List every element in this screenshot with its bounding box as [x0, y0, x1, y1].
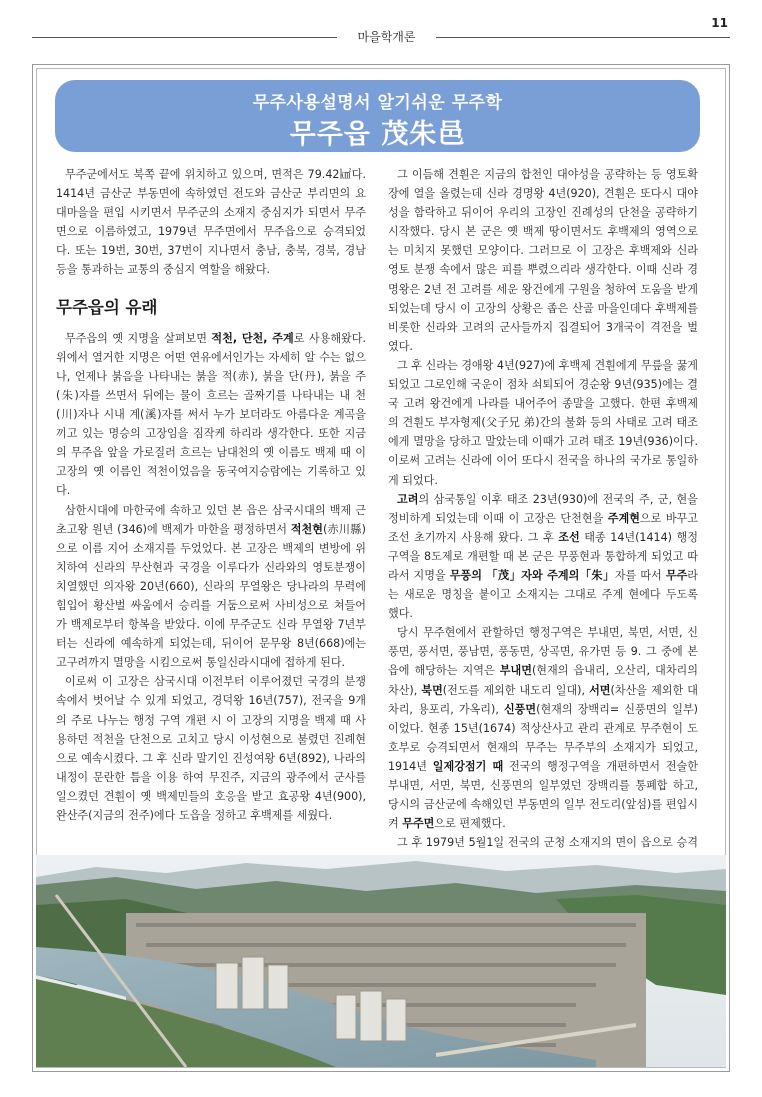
text-run: (현재의 장백리= 신풍면의 일부)이었다. 현종 15년(1674) 적상산사고 관리 관계로 무주현이 도호부로 승격되면서 현재의 무주는 무주부의 소재지가 되었고, 1914년: [388, 702, 698, 773]
text-run: 라는 새로운 명칭을 붙이고 소재지는 그대로 주계 현에다 두도록 했다.: [388, 568, 699, 621]
bold-term: 북면: [421, 683, 443, 697]
text-run: 그 후 1979년 5월1일 전국의 군청 소재지의 면이 읍으로 승격: [397, 836, 698, 850]
left-column: [56, 165, 366, 825]
bold-term: 조선: [558, 530, 580, 544]
bold-term: 일제강점기 때: [432, 759, 504, 773]
bold-term: 무주: [665, 568, 688, 582]
bold-term: 무주면: [402, 817, 435, 831]
paragraph-unified-silla: 이로써 이 고장은 삼국시대 이전부터 이루어졌던 국경의 분쟁 속에서 벗어날 수 있게 되었고, 경덕왕 16년(757), 전국을 9개의 주로 나누는 행정 구역 개편 시 이 고장의 지명을 백제 때 사용하던 적천을 단천으로 고치고 당시 이성현으로 불렸던 진례현으로 예속시켰다. 그 후 신라 말기인 진성여왕 6년(892), 나라의 내정이 문란한 틈을 이용 하여 무진주, 지금의 광주에서 군사를 일으켰던 견훤이 옛 백제민들의 호응을 받고 효공왕 4년(900), 완산주(지금의 전주)에다 도읍을 정하고 후백제를 세웠다.: [56, 675, 366, 822]
bold-term: 무풍의 「茂」자와 주계의「朱」: [449, 568, 615, 582]
right-column: [388, 165, 698, 871]
text-run: 자를 따서: [614, 568, 666, 582]
text-run: (전도를 제외한 내도리 일대),: [442, 683, 590, 697]
header-rule-left: [32, 37, 337, 38]
text-run: 로 사용해왔다. 위에서 열거한 지명은 어떤 연유에서인가는 자세히 알 수는 없으나, 언제나 붉음을 나타내는 붉을 적(赤), 붉을 단(丹), 붉을 주(朱)자를 쓰면서 뒤에는 물이 흐르는 골짜기를 나타내는 내 천(川)자나 시내 계(溪)자를 써서 누가 보더라도 아름다운 계곡을 끼고 있는 명승의 고장임을 짐작케 하리라 생각한다. 또한 지금의 무주읍 앞을 가로질러 흐르는 남대천의 옛 이름도 백제 때 이 고장의 옛 이름인 적천이었음을 동국여지승람에는 기록하고 있다.: [56, 331, 366, 498]
paragraph-admin-districts: [388, 623, 698, 833]
text-run: 전국의 행정구역을 개편하면서 전술한 부내면, 서면, 북면, 신풍면의 일부였던 장백리를 통폐합 하고, 당시의 금산군에 속해있던 부동면의 일부 전도리(앞섬)를 편입시켜: [388, 759, 698, 831]
paragraph-origin-names: [56, 329, 366, 501]
paragraph-gyeonhwon: 그 이듬해 견훤은 지금의 합천인 대야성을 공략하는 등 영토확장에 열을 올렸는데 신라 경명왕 4년(920), 견훤은 또다시 대야성을 함락하고 뒤이어 우리의 고장인 진례성의 단천을 공략하기 시작했다. 당시 본 군은 옛 백제 땅이면서도 후백제의 영역으로는 미치지 못했던 모양이다. 그러므로 이 고장은 후백제와 신라 영토 분쟁 속에서 많은 피를 뿌렸으리라 생각한다. 이때 신라 경명왕은 2년 전 고려를 세운 왕건에게 구원을 청하여 도움을 받게 되었는데 당시 이 고장의 상황은 좁은 산골 마을인데다 후백제를 비롯한 신라와 고려의 군사들까지 집결되어 3개국이 격전을 벌였다.: [388, 168, 698, 353]
text-run: 무주읍의 옛 지명을 살펴보면: [65, 331, 212, 345]
paragraph-three-kingdoms: [56, 501, 366, 673]
text-run: (현재의 읍내리, 오산리, 대차리의 차산),: [388, 664, 698, 697]
text-run: 당시 무주현에서 관할하던 행정구역은 부내면, 북면, 서면, 신풍면, 풍서면, 풍남면, 풍동면, 상곡면, 유가면 등 9. 그 중에 본 읍에 해당하는 지역은: [388, 626, 698, 678]
article-banner: [55, 80, 700, 152]
text-run: 으로 바꾸고 조선 초기까지 사용해 왔다. 그 후: [388, 511, 698, 544]
bold-term: 신풍면: [503, 702, 537, 716]
text-run: (차산을 제외한 대차리, 용포리, 가옥리),: [388, 683, 698, 716]
running-header-title: 마을학개론: [357, 30, 416, 44]
banner-title: 무주읍 茂朱邑: [289, 119, 466, 150]
bold-term: 적천현: [290, 522, 323, 536]
text-run: 삼한시대에 마한국에 속하고 있던 본 읍은 삼국시대의 백제 근초고왕 원년 (346)에 백제가 마한을 평정하면서: [56, 503, 366, 536]
text-run: 으로 편제했다.: [434, 817, 506, 831]
header-rule-right: [436, 37, 730, 38]
text-run: 태종 14년(1414) 행정구역을 8도제로 개편할 때 본 군은 무풍현과 통합하게 되었고 따라서 지명을: [388, 530, 698, 582]
bold-term: 서면: [589, 683, 611, 697]
text-run: (赤川縣)으로 이름 지어 소재지를 두었었다. 본 고장은 백제의 변방에 위치하여 신라의 무산현과 국경을 이루다가 신라와의 영토분쟁이 치열했던 의자왕 20년(660), 신라의 무열왕은 당나라의 무력에 힘입어 황산벌 싸움에서 승리를 거둠으로써 사비성으로 쳐들어가 백제로부터 항복을 받았다. 이에 무주군도 신라 무열왕 7년부터는 신라에 예속하게 되었는데, 뒤이어 문무왕 8년(668)에는 고구려까지 멸망을 시킴으로써 통일신라시대에 접하게 된다.: [56, 522, 366, 670]
paragraph-goryeo-joseon: [388, 490, 698, 624]
bold-term: 고려: [397, 492, 419, 506]
section-heading-origin: 무주읍의 유래: [56, 297, 158, 317]
bold-term: 부내면: [499, 664, 532, 678]
text-run: 의 삼국통일 이후 태조 23년(930)에 전국의 주, 군, 현을 정비하게 되었는데 이때 이 고장은 단천현을: [388, 492, 698, 525]
aerial-town-photo: [36, 855, 726, 1067]
paragraph-intro: 무주군에서도 북쪽 끝에 위치하고 있으며, 면적은 79.42㎢다. 1414년 금산군 부동면에 속하였던 전도와 금산군 부리면의 요대마을을 편입 시키면서 무주군의 소재지 중심지가 되면서 무주면으로 이름하였고, 1979년 무주면에서 무주읍으로 승격되었다. 또는 19번, 30번, 37번이 지나면서 충남, 충북, 경북, 경남 등을 통과하는 교통의 중심지 역할을 해왔다.: [56, 168, 366, 277]
page-number: 11: [711, 16, 728, 30]
banner-subtitle: 무주사용설명서 알기쉬운 무주학: [252, 93, 503, 113]
bold-term: 적천, 단천, 주계: [211, 331, 294, 345]
bold-term: 주계현: [607, 511, 640, 525]
paragraph-silla-fall: 그 후 신라는 경애왕 4년(927)에 후백제 견훤에게 무릎을 꿇게 되었고 그로인해 국운이 점차 쇠퇴되어 경순왕 9년(935)에는 결국 고려 왕건에게 나라를 내어주어 종말을 고했다. 한편 후백제의 견훤도 부자형제(父子兄 弟)간의 불화 등의 사태로 고려 태조에게 멸망을 당하고 말았는데 이때가 고려 태조 19년(936)이다. 이로써 고려는 신라에 이어 또다시 전국을 하나의 국가로 통일하게 되었다.: [388, 358, 698, 487]
